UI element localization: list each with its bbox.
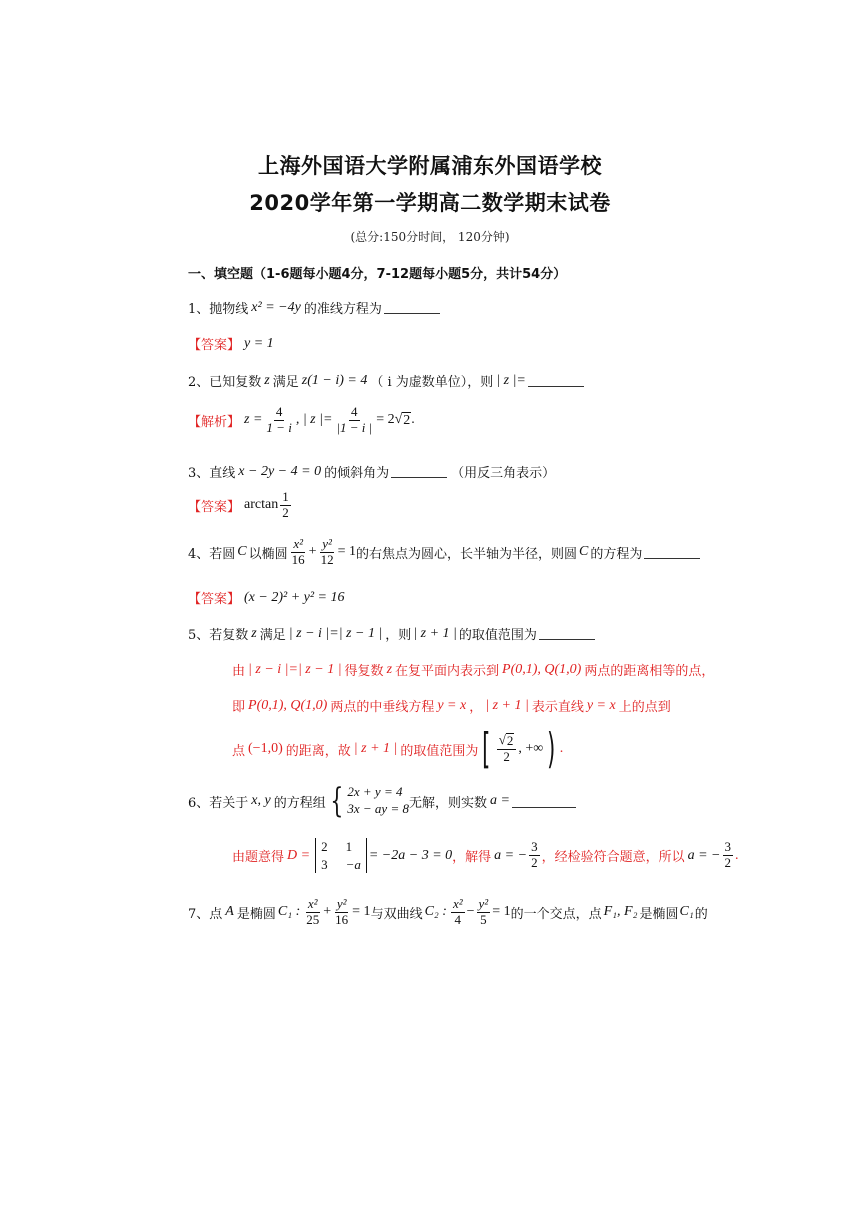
q3-pre: 直线: [209, 466, 236, 481]
q7-frac-1: [304, 897, 321, 928]
q5-sol2-points: P(0,1), Q(1,0): [248, 697, 328, 713]
q2-var: z: [264, 372, 270, 388]
q3-frac: [280, 490, 291, 521]
q5-sol1-points: P(0,1), Q(1,0): [502, 661, 582, 677]
q6-post: 无解，则实数: [408, 795, 487, 811]
q1-post: 的准线方程为: [303, 302, 382, 317]
q4-frac-2-num: y²: [322, 536, 332, 551]
school-title: 上海外国语大学附属浦东外国语学校: [258, 154, 602, 178]
q5-solution-line-1: [232, 660, 714, 679]
q6-frac-1: [529, 840, 540, 871]
q7-post2: 是椭圆: [639, 906, 679, 922]
q4-answer-blank: [644, 546, 700, 559]
q5-abs: | z + 1 |: [413, 625, 457, 641]
q4-frac-1-den: 16: [291, 551, 305, 567]
q2-frac-1-den: 1 − i: [266, 419, 292, 435]
q5-sol2-d: 表示直线: [531, 700, 584, 715]
q3-note: （用反三角表示）: [451, 466, 556, 481]
q4-pre: 若圆: [209, 546, 236, 562]
q7-foci: F₁, F₂: [603, 904, 638, 920]
q5-solution-line-2: [232, 696, 671, 715]
q6-frac-1-den: 2: [531, 855, 538, 871]
q7-c1: C₁ :: [277, 904, 301, 920]
q2-pre: 已知复数: [209, 375, 262, 390]
q1-answer: y = 1: [244, 335, 274, 351]
question-7: [188, 897, 708, 928]
exam-title: 2020学年第一学期高二数学期末试卷: [249, 191, 611, 215]
q2-ans-abs: , | z |=: [295, 412, 333, 428]
q4-plus: +: [308, 544, 317, 560]
q4-circle-c-2: C: [578, 544, 589, 560]
q7-post: 的一个交点，点: [510, 906, 602, 922]
q5-pre: 若复数: [209, 628, 249, 643]
q5-frac-num: √ 2: [497, 733, 517, 750]
q5-sol3-abs: | z + 1 |: [353, 741, 398, 756]
q6-m12: 1: [345, 839, 353, 854]
answer-tag: 【答案】: [188, 592, 241, 607]
answer-tag: 【答案】: [188, 338, 241, 353]
q1-number: 1、: [188, 302, 210, 317]
q6-frac-2-num: 3: [724, 839, 731, 855]
q7-minus: −: [466, 904, 475, 920]
q6-sol-D: D =: [287, 847, 311, 863]
q7-frac-1-den: 25: [306, 911, 320, 927]
q6-sol-e: ，经检验符合题意，所以: [541, 850, 685, 866]
q6-pre: 若关于: [209, 795, 249, 811]
q1-answer-blank: [384, 301, 440, 314]
q4-eq: = 1: [337, 544, 356, 560]
q2-mid: 满足: [272, 375, 299, 390]
q5-sol2-c: ，: [469, 700, 483, 715]
left-bracket: [: [482, 724, 491, 773]
q6-eq-2: 3x − ay = 8: [347, 801, 409, 816]
q7-eq: = 1: [352, 904, 371, 920]
q7-frac-4: [477, 897, 491, 928]
q6-frac-2: [723, 840, 734, 871]
q7-frac-2-num: y²: [336, 896, 347, 911]
q2-frac-1-num: 4: [275, 404, 283, 419]
q6-number: 6、: [188, 795, 210, 811]
q4-frac-1: [290, 537, 307, 568]
q2-frac-2-num: 4: [351, 404, 358, 419]
q6-sol-end: .: [735, 847, 739, 863]
q5-sol1-z: z: [386, 661, 393, 677]
q5-sol1-expr: | z − i |=| z − 1 |: [248, 661, 342, 677]
q5-answer-blank: [539, 627, 595, 640]
q5-sol3-a: 点: [232, 743, 246, 759]
q1-expr: x² = −4y: [251, 299, 301, 315]
answer-2: [188, 405, 415, 436]
q5-sol2-eq2: y = x: [586, 697, 616, 713]
q7-number: 7、: [188, 906, 210, 922]
q6-frac-1-num: 3: [531, 839, 538, 855]
q2-number: 2、: [188, 375, 210, 390]
q2-sqrt: √ 2: [394, 411, 411, 428]
q5-frac-den: 2: [503, 749, 510, 764]
q4-frac-1-num: x²: [293, 536, 303, 551]
q7-frac-4-num: y²: [478, 896, 489, 911]
q7-frac-4-den: 5: [480, 911, 487, 927]
q5-sol1-b: 得复数: [344, 664, 384, 679]
q5-sol2-e: 上的点到: [618, 700, 671, 715]
q5-solution-line-3: [232, 724, 564, 773]
q5-post: ，则: [385, 628, 412, 643]
q7-frac-2: [333, 897, 350, 928]
q2-answer-blank: [528, 374, 584, 387]
q2-ans-eq: = 2: [376, 412, 395, 428]
question-4: [188, 537, 700, 568]
q6-solution: [232, 838, 739, 873]
q2-abs: | z |=: [496, 372, 526, 388]
q6-m21: 3: [321, 856, 328, 872]
q7-frac-2-den: 16: [335, 911, 349, 927]
q2-frac-2: [334, 405, 374, 436]
q4-frac-2-den: 12: [320, 551, 334, 567]
q7-post3: 的: [694, 906, 708, 922]
q6-sol-a: 由题意得: [232, 850, 285, 866]
q3-expr: x − 2y − 4 = 0: [238, 463, 322, 479]
q3-post: 的倾斜角为: [324, 466, 390, 481]
q6-vars: x, y: [251, 793, 271, 808]
q5-mid: 满足: [259, 628, 286, 643]
q6-answer-blank: [512, 795, 576, 808]
q7-frac-3-den: 4: [454, 911, 462, 927]
section-title: 一、填空题（1-6题每小题4分，7-12题每小题5分，共计54分）: [188, 267, 567, 282]
q5-sol3-b: 的距离，故: [285, 743, 351, 759]
system-brace: {: [330, 781, 344, 821]
q2-ans-end: .: [411, 412, 415, 428]
q6-system: [347, 784, 409, 818]
q6-eq-1: 2x + y = 4: [347, 784, 403, 800]
q5-frac: [497, 733, 517, 765]
q5-sol3-c: 的取值范围为: [400, 743, 479, 759]
q5-sol1-d: 两点的距离相等的点，: [584, 664, 715, 679]
q4-post2: 的方程为: [590, 546, 643, 562]
q5-sol2-a: 即: [232, 700, 246, 715]
q5-var: z: [251, 625, 257, 641]
q4-frac-2: [319, 537, 336, 568]
answer-3: [188, 490, 293, 521]
q6-sol-a3: a = −: [687, 847, 721, 863]
q7-c1-b: C₁: [679, 904, 694, 920]
q6-m22: −a: [345, 856, 361, 872]
q6-sol-b: = −2a − 3 = 0: [368, 847, 453, 863]
q4-circle-c: C: [237, 544, 247, 560]
q6-m11: 2: [321, 839, 328, 854]
q7-mid: 是椭圆: [236, 906, 276, 922]
right-paren: ): [547, 724, 556, 773]
q7-c2: C₂ :: [424, 904, 447, 920]
q7-frac-3-num: x²: [452, 896, 463, 911]
q3-number: 3、: [188, 466, 210, 481]
question-2: [188, 371, 584, 390]
question-5: [188, 624, 595, 643]
q3-frac-num: 1: [282, 489, 289, 504]
exam-info: (总分:150分时间， 120分钟): [350, 230, 510, 244]
question-3: [188, 462, 555, 481]
q7-mid2: 与双曲线: [370, 906, 423, 922]
q5-frac-radicand: 2: [506, 733, 514, 749]
q2-frac-1: [264, 405, 293, 436]
q7-frac-3: [451, 897, 465, 928]
q2-expr: z(1 − i) = 4: [301, 372, 368, 388]
q4-post: 的右焦点为圆心，长半轴为半径，则圆: [355, 546, 577, 562]
q4-mid: 以椭圆: [248, 546, 288, 562]
q7-point-a: A: [225, 904, 234, 920]
q2-note: （ i 为虚数单位），则: [370, 375, 494, 390]
q2-frac-2-den: |1 − i |: [336, 419, 373, 435]
q5-sol2-eq: y = x: [437, 697, 467, 713]
q3-frac-den: 2: [282, 504, 289, 520]
q4-number: 4、: [188, 546, 210, 562]
q6-sol-a2: a = −: [494, 847, 528, 863]
q5-sol2-abs: | z + 1 |: [485, 697, 529, 713]
q6-sol-c: ，解得: [452, 850, 492, 866]
analysis-tag: 【解析】: [188, 414, 241, 430]
q5-infinity: , +∞: [518, 741, 544, 756]
q1-pre: 抛物线: [209, 302, 249, 317]
q3-arctan: arctan: [244, 497, 279, 513]
q4-answer: (x − 2)² + y² = 16: [244, 589, 345, 605]
answer-tag: 【答案】: [188, 499, 241, 515]
q6-a: a =: [490, 793, 510, 808]
q5-post2: 的取值范围为: [458, 628, 537, 643]
q7-pre: 点: [209, 906, 223, 922]
q5-sol3-point: (−1,0): [248, 741, 283, 756]
q5-expr: | z − i |=| z − 1 |: [288, 625, 383, 641]
q5-sol3-end: .: [559, 741, 564, 756]
q6-frac-2-den: 2: [724, 855, 731, 871]
question-1: [188, 298, 440, 317]
answer-4: [188, 588, 345, 607]
q6-mid: 的方程组: [273, 795, 326, 811]
q7-eq2: = 1: [492, 904, 511, 920]
q5-sol1-c: 在复平面内表示到: [395, 664, 500, 679]
question-6: [188, 781, 576, 821]
answer-1: [188, 334, 274, 353]
q2-ans-z: z =: [244, 412, 263, 428]
q5-sol2-b: 两点的中垂线方程: [330, 700, 435, 715]
q7-plus: +: [323, 904, 332, 920]
q6-determinant: [315, 838, 367, 873]
q5-number: 5、: [188, 628, 210, 643]
q2-sqrt-radicand: 2: [403, 412, 411, 428]
q3-answer-blank: [391, 465, 447, 478]
q7-frac-1-num: x²: [307, 896, 318, 911]
q5-sol1-a: 由: [232, 664, 246, 679]
